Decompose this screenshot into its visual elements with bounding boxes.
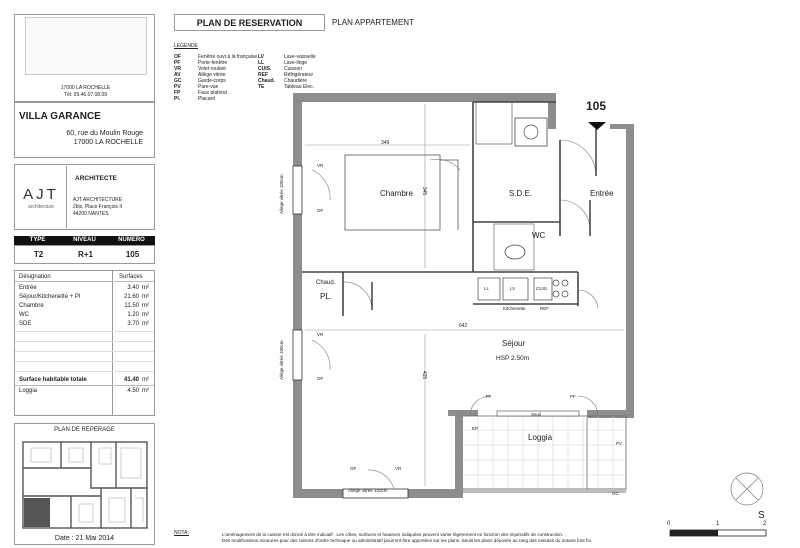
surface-unit: m² — [142, 321, 149, 327]
surface-value: 1.20 — [127, 312, 139, 318]
legend-text: Cuisson — [284, 66, 303, 72]
wall-loggia — [455, 410, 463, 498]
legend-heading: LEGENDE — [174, 43, 198, 49]
wall-right-top — [610, 124, 634, 129]
room-chambre: Chambre — [380, 189, 413, 198]
legend-text: Faux plafond — [198, 90, 227, 96]
page-title: PLAN DE RESERVATION — [196, 18, 303, 28]
surface-value: 21.60 — [123, 294, 139, 300]
room-wc: WC — [532, 231, 546, 240]
nota-line1: L'aménagement de la cuisine est donné à titre indicatif . Les côtes, surfaces et hauteurs indiquées peuvent varier légèrement en fonction des impératifs de construction. — [222, 532, 564, 537]
tag-allege-2: Allège vitrée 100cm — [279, 340, 284, 380]
legend-text: Tableau Elec. — [284, 84, 315, 90]
unit-number: 105 — [586, 99, 607, 113]
reperage-date: Date : 21 Mai 2014 — [54, 535, 115, 542]
legend-code: OF — [174, 54, 181, 60]
legend-code: LV — [258, 54, 265, 60]
room-placard: PL. — [320, 292, 333, 301]
legend-code: PF — [174, 60, 181, 66]
scale-0: 0 — [667, 521, 671, 527]
unit-marker — [588, 122, 606, 130]
legend-code: GC — [174, 78, 182, 84]
surfaces-col2: Surfaces — [119, 274, 143, 280]
agency-line1: 17000 LA ROCHELLE — [60, 85, 111, 91]
tag-vr-3: VR — [395, 466, 402, 471]
wall-entry-stub — [548, 93, 556, 129]
lot-numero: 105 — [125, 250, 140, 259]
surface-value: 3.70 — [127, 321, 139, 327]
project-address2: 17000 LA ROCHELLE — [73, 139, 143, 146]
project-address1: 60, rue du Moulin Rouge — [66, 130, 143, 137]
scale-2: 2 — [763, 521, 767, 527]
surface-loggia-label: Loggia — [19, 388, 38, 394]
dim-349: 349 — [381, 140, 390, 146]
legend-text: Volet roulant — [198, 66, 226, 72]
surfaces-col1: Désignation — [19, 274, 51, 280]
tag-vr-1: VR — [317, 163, 324, 168]
compass-icon — [731, 473, 763, 505]
surface-loggia-value: 4.50 — [127, 388, 139, 394]
room-hsp: HSP 2.50m — [496, 355, 530, 362]
legend-text: Fenêtre ouvr.à la française — [198, 54, 258, 60]
room-chaud: Chaud. — [316, 280, 336, 286]
lot-header-numero: NUMERO — [118, 237, 145, 243]
lot-header-niveau: NIVEAU — [73, 237, 96, 243]
architect-address2: 44200 NANTES — [73, 211, 109, 217]
architect-logo-text: AJT — [23, 186, 59, 203]
tag-pv: PV — [616, 441, 623, 446]
architect-heading: ARCHITECTE — [75, 175, 117, 182]
legend-text: Placard — [198, 96, 215, 102]
nota-line2: Des modifications mineures pour des raisons d'ordre technique ou administratif pourront être apportées sur les plans. Seuls les plans déposés au rang des minutes du notaire font foi. — [222, 538, 593, 543]
surface-total-unit: m² — [142, 377, 149, 383]
shower — [476, 102, 512, 144]
tag-of-2: OF — [317, 376, 324, 381]
legend-code: Pl. — [174, 96, 181, 102]
surface-unit: m² — [142, 285, 149, 291]
legend-text: Réfrigérateur — [284, 72, 314, 78]
tag-ll: LL — [484, 286, 490, 291]
surface-unit: m² — [142, 303, 149, 309]
legend-code: TE — [258, 84, 265, 90]
legend-code: LL — [258, 60, 265, 66]
room-loggia: Loggia — [528, 433, 553, 442]
legend-code: Chaud. — [258, 78, 275, 84]
legend-text: Garde-corps — [198, 78, 226, 84]
nota-label: NOTA: — [174, 530, 189, 536]
legend-text: Lave-vaisselle — [284, 54, 316, 60]
legend-text: Allège vitrée — [198, 72, 226, 78]
scale-bar — [670, 530, 766, 536]
legend-text: Pare-vue — [198, 84, 219, 90]
lot-niveau: R+1 — [78, 250, 93, 259]
tag-ep: EP — [472, 426, 479, 431]
scale-1: 1 — [716, 521, 720, 527]
wall-top — [293, 93, 556, 102]
tag-lv: LV — [510, 286, 516, 291]
tag-ref: REF — [540, 306, 549, 311]
surface-total-value: 41.40 — [123, 377, 139, 383]
surface-value: 3.40 — [127, 285, 139, 291]
lot-header-type: TYPE — [29, 237, 46, 243]
room-entree: Entrée — [590, 189, 614, 198]
tag-gc: GC — [612, 491, 619, 496]
tag-vr-2: VR — [317, 332, 324, 337]
project-name: VILLA GARANCE — [19, 111, 101, 122]
page-subtitle: PLAN APPARTEMENT — [332, 18, 414, 27]
tag-allege-1: Allège vitrée 100cm — [279, 174, 284, 214]
surface-total-label: Surface habitable totale — [19, 377, 87, 383]
legend-code: AV — [174, 72, 181, 78]
surface-loggia-unit: m² — [142, 388, 149, 394]
legend-text: Porte-fenêtre — [198, 60, 228, 66]
tag-allege-3: Allège vitrée 100cm — [348, 488, 388, 493]
wall-right-corner — [587, 410, 634, 418]
wall-loggia-top — [448, 410, 478, 416]
architect-name: AJT ARCHITECTURE — [73, 197, 123, 203]
agency-line2: Tél: 05.46.07.08.09 — [63, 92, 108, 98]
legend-code: VR — [174, 66, 181, 72]
reperage-title: PLAN DE REPERAGE — [54, 427, 115, 433]
lot-type: T2 — [33, 250, 44, 259]
tag-pf-1: PF — [486, 394, 492, 399]
legend-code: FP — [174, 90, 181, 96]
dim-642: 642 — [459, 323, 468, 329]
architect-address1: 2bis, Place François II — [73, 204, 123, 210]
room-sde: S.D.E. — [509, 189, 533, 198]
surface-name: WC — [19, 312, 29, 318]
tag-seuil: Seuil — [531, 412, 542, 417]
compass-label: S — [758, 510, 765, 521]
legend-code: CUIS. — [258, 66, 272, 72]
surface-name: Séjour/Kitchenette + Pl — [19, 294, 81, 300]
surface-unit: m² — [142, 294, 149, 300]
tag-pf-2: PF — [570, 394, 576, 399]
legend-code: PV — [174, 84, 181, 90]
surface-value: 11.50 — [124, 303, 139, 309]
wall-right — [626, 128, 634, 418]
tag-of-3: OF — [350, 466, 357, 471]
surface-name: SDE — [19, 321, 32, 327]
room-kitchenette: Kitchenette — [503, 306, 526, 311]
legend-text: Chaudière — [284, 78, 308, 84]
architect-logo-sub: architecture — [27, 204, 55, 210]
wc-bowl — [505, 245, 525, 259]
room-sejour: Séjour — [502, 339, 526, 348]
tag-of-1: OF — [317, 208, 324, 213]
tag-cuis: CUIS. — [536, 286, 549, 291]
basin — [515, 118, 547, 146]
surface-name: Chambre — [19, 303, 44, 309]
wall-left — [293, 93, 302, 498]
legend-text: Lave-linge — [284, 60, 308, 66]
surface-unit: m² — [142, 312, 149, 318]
surface-name: Entrée — [19, 285, 37, 291]
dim-345: 345 — [421, 186, 428, 196]
legend-code: REF — [258, 72, 268, 78]
dim-425: 425 — [421, 370, 428, 380]
